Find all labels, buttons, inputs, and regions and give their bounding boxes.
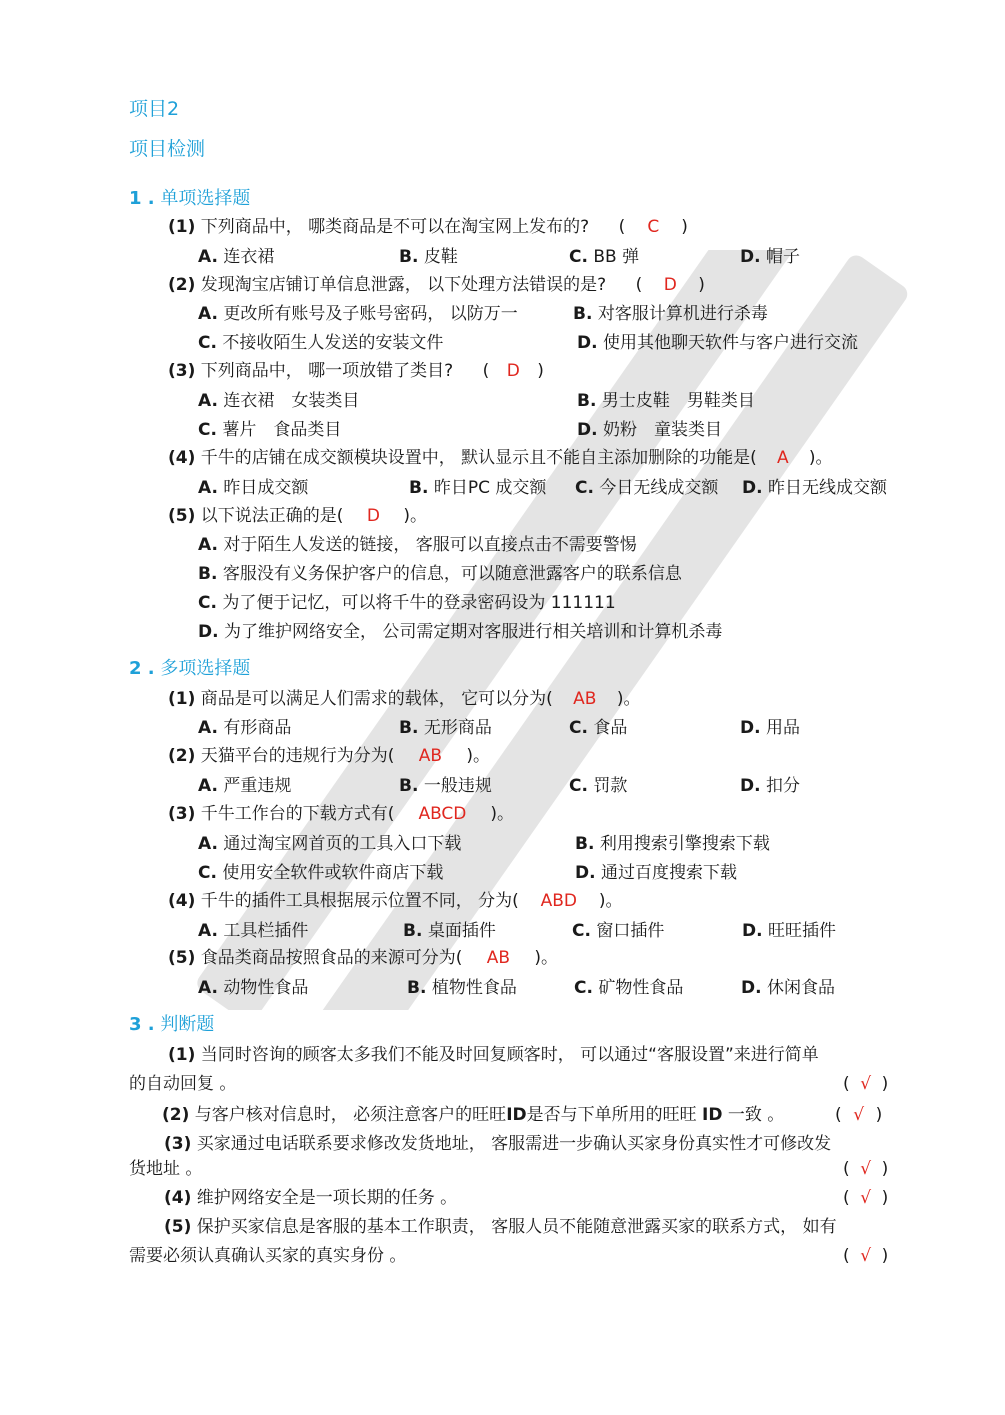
- section-heading: [129, 658, 250, 680]
- answer-mark: √: [860, 1159, 872, 1179]
- question-number: (3): [168, 804, 196, 824]
- question-text: 食品类商品按照食品的来源可分为(: [200, 948, 463, 968]
- question-stem: (2) 天猫平台的违规行为分为( AB )。: [168, 746, 491, 766]
- option: D. 通过百度搜索下载: [575, 863, 737, 883]
- answer-mark: AB: [418, 746, 443, 766]
- statement-line: (1) 当同时咨询的顾客太多我们不能及时回复顾客时， 可以通过“客服设置”来进行简单: [168, 1045, 819, 1065]
- option: C. 罚款: [569, 776, 628, 796]
- section-number: 2 .: [129, 658, 155, 679]
- answer-mark: AB: [486, 948, 511, 968]
- option: C. 今日无线成交额: [575, 478, 719, 498]
- question-text: 下列商品中， 哪一项放错了类目?: [200, 361, 454, 381]
- option: B. 皮鞋: [399, 247, 458, 267]
- option: C. 薯片 食品类目: [198, 420, 342, 440]
- question-number: (3): [168, 361, 196, 381]
- answer-mark: √: [860, 1074, 872, 1094]
- question-text: 千牛的插件工具根据展示位置不同， 分为(: [200, 891, 519, 911]
- option: B. 客服没有义务保护客户的信息，可以随意泄露客户的联系信息: [198, 564, 682, 584]
- option: B. 桌面插件: [403, 921, 496, 941]
- statement-line: (3) 买家通过电话联系要求修改发货地址， 客服需进一步确认买家身份真实性才可修改发: [164, 1134, 832, 1154]
- question-number: (4): [168, 891, 196, 911]
- question-text: 千牛的店铺在成交额模块设置中， 默认显示且不能自主添加删除的功能是(: [200, 448, 757, 468]
- section-heading: [129, 188, 250, 210]
- option: D. 旺旺插件: [742, 921, 836, 941]
- answer-mark: √: [860, 1246, 872, 1266]
- statement-line: (2) 与客户核对信息时， 必须注意客户的旺旺ID是否与下单所用的旺旺 ID 一致 。: [162, 1105, 785, 1125]
- answer-mark: √: [860, 1188, 872, 1208]
- option: A. 动物性食品: [198, 978, 309, 998]
- judgment-answer: ( √ ): [843, 1246, 889, 1266]
- question-text: 下列商品中， 哪类商品是不可以在淘宝网上发布的?: [200, 217, 590, 237]
- question-stem: (4) 千牛的插件工具根据展示位置不同， 分为( ABD )。: [168, 891, 623, 911]
- question-number: (5): [168, 948, 196, 968]
- option: A. 通过淘宝网首页的工具入口下载: [198, 834, 462, 854]
- answer-mark: AB: [573, 689, 597, 709]
- question-number: (4): [168, 448, 196, 468]
- question-stem: (2) 发现淘宝店铺订单信息泄露， 以下处理方法错误的是? ( D ): [168, 275, 705, 295]
- option: B. 利用搜索引擎搜索下载: [575, 834, 770, 854]
- option: C. BB 弹: [569, 247, 640, 267]
- project-title: 项目2: [129, 98, 180, 120]
- question-stem: (5) 食品类商品按照食品的来源可分为( AB )。: [168, 948, 559, 968]
- question-number: (5): [168, 506, 196, 526]
- question-stem: (3) 千牛工作台的下载方式有( ABCD )。: [168, 804, 515, 824]
- section-title: 判断题: [160, 1014, 215, 1035]
- option: A. 连衣裙 女装类目: [198, 391, 360, 411]
- option: D. 使用其他聊天软件与客户进行交流: [577, 333, 858, 353]
- option: B. 昨日PC 成交额: [409, 478, 547, 498]
- question-stem: (1) 商品是可以满足人们需求的载体， 它可以分为( AB )。: [168, 689, 641, 709]
- answer-mark: √: [853, 1105, 865, 1125]
- option: D. 为了维护网络安全， 公司需定期对客服进行相关培训和计算机杀毒: [198, 622, 723, 642]
- option: B. 对客服计算机进行杀毒: [573, 304, 768, 324]
- statement-line: 的自动回复 。: [129, 1074, 237, 1094]
- answer-mark: D: [663, 275, 677, 295]
- question-number: (2): [168, 746, 196, 766]
- option: A. 工具栏插件: [198, 921, 309, 941]
- question-stem: (1) 下列商品中， 哪类商品是不可以在淘宝网上发布的? ( C ): [168, 217, 688, 237]
- option: D. 奶粉 童装类目: [577, 420, 722, 440]
- answer-mark: ABD: [540, 891, 578, 911]
- option: A. 严重违规: [198, 776, 292, 796]
- question-text: 千牛工作台的下载方式有(: [200, 804, 395, 824]
- question-number: (2): [168, 275, 196, 295]
- option: D. 休闲食品: [741, 978, 835, 998]
- option: C. 不接收陌生人发送的安装文件: [198, 333, 444, 353]
- option: C. 为了便于记忆，可以将千牛的登录密码设为 111111: [198, 593, 616, 613]
- option: D. 用品: [740, 718, 800, 738]
- option: A. 对于陌生人发送的链接， 客服可以直接点击不需要警惕: [198, 535, 637, 555]
- section-title: 单项选择题: [160, 188, 251, 209]
- option: C. 矿物性食品: [574, 978, 684, 998]
- question-text: 商品是可以满足人们需求的载体， 它可以分为(: [200, 689, 553, 709]
- question-number: (1): [168, 1045, 196, 1065]
- option: C. 使用安全软件或软件商店下载: [198, 863, 444, 883]
- section-title: 多项选择题: [160, 658, 251, 679]
- option: D. 帽子: [740, 247, 800, 267]
- question-text: 发现淘宝店铺订单信息泄露， 以下处理方法错误的是?: [200, 275, 607, 295]
- option: B. 无形商品: [399, 718, 492, 738]
- statement-line: (4) 维护网络安全是一项长期的任务 。: [164, 1188, 458, 1208]
- option: A. 连衣裙: [198, 247, 275, 267]
- question-stem: (5) 以下说法正确的是( D )。: [168, 506, 428, 526]
- answer-mark: ABCD: [418, 804, 467, 824]
- question-stem: (4) 千牛的店铺在成交额模块设置中， 默认显示且不能自主添加删除的功能是( A )。: [168, 448, 833, 468]
- statement-line: (5) 保护买家信息是客服的基本工作职责， 客服人员不能随意泄露买家的联系方式， 如有: [164, 1217, 837, 1237]
- statement-line: 需要必须认真确认买家的真实身份 。: [129, 1246, 407, 1266]
- question-text: 天猫平台的违规行为分为(: [200, 746, 395, 766]
- question-number: (1): [168, 689, 196, 709]
- option: A. 有形商品: [198, 718, 292, 738]
- question-number: (1): [168, 217, 196, 237]
- option: B. 植物性食品: [407, 978, 517, 998]
- question-text: 以下说法正确的是(: [200, 506, 344, 526]
- answer-mark: D: [506, 361, 520, 381]
- option: B. 一般违规: [399, 776, 492, 796]
- judgment-answer: ( √ ): [835, 1105, 883, 1125]
- answer-mark: C: [647, 217, 660, 237]
- option: C. 食品: [569, 718, 628, 738]
- section-number: 1 .: [129, 188, 155, 209]
- statement-line: 货地址 。: [129, 1159, 203, 1179]
- option: D. 昨日无线成交额: [742, 478, 887, 498]
- answer-mark: A: [777, 448, 789, 468]
- section-number: 3 .: [129, 1014, 155, 1035]
- question-number: (2): [162, 1105, 190, 1125]
- page-subtitle: 项目检测: [129, 138, 206, 160]
- option: B. 男士皮鞋 男鞋类目: [577, 391, 755, 411]
- question-number: (5): [164, 1217, 192, 1237]
- option: D. 扣分: [740, 776, 800, 796]
- question-stem: (3) 下列商品中， 哪一项放错了类目? ( D ): [168, 361, 544, 381]
- option: A. 昨日成交额: [198, 478, 309, 498]
- option: A. 更改所有账号及子账号密码， 以防万一: [198, 304, 518, 324]
- question-number: (3): [164, 1134, 192, 1154]
- judgment-answer: ( √ ): [843, 1188, 889, 1208]
- section-heading: [129, 1014, 214, 1036]
- question-number: (4): [164, 1188, 192, 1208]
- judgment-answer: ( √ ): [843, 1074, 889, 1094]
- judgment-answer: ( √ ): [843, 1159, 889, 1179]
- answer-mark: D: [366, 506, 380, 526]
- option: C. 窗口插件: [572, 921, 665, 941]
